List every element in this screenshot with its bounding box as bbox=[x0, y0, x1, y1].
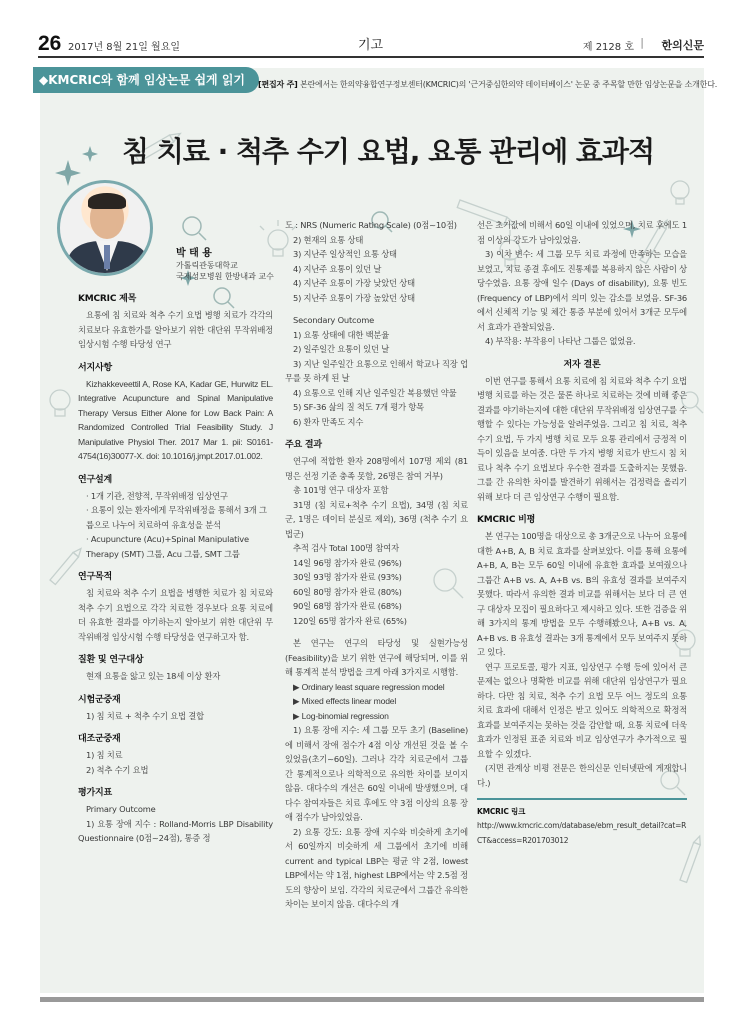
section-heading: 연구목적 bbox=[78, 572, 112, 582]
column-1 bbox=[78, 292, 273, 846]
kmcric-link-box bbox=[477, 798, 687, 847]
paragraph: 선은 초기값에 비해서 60일 이내에 있었으며, 치료 후에도 1점 이상의 강도가 남아있었음. bbox=[477, 220, 687, 245]
page-header bbox=[38, 30, 704, 58]
list-item: 14일 96명 참가자 완료 (96%) bbox=[293, 557, 402, 568]
section-heading: 연구설계 bbox=[78, 474, 112, 485]
paragraph: 4) 부작용: 부작용이 나타난 그룹은 없었음. bbox=[485, 336, 636, 346]
list-item: ▶ Mixed effects linear model bbox=[293, 696, 397, 706]
section-heading: KMCRIC 제목 bbox=[78, 294, 137, 304]
kmcric-link[interactable]: http://www.kmcric.com/database/ebm_result_detail?cat=RCT&access=R201703012 bbox=[477, 821, 687, 845]
section-heading: KMCRIC 비평 bbox=[477, 515, 536, 525]
list-item: 2) 일주일간 요통이 있던 날 bbox=[293, 344, 390, 354]
subheading: 추적 검사 Total 100명 참여자 bbox=[293, 543, 399, 553]
paragraph: 2) 요통 강도: 요통 장애 지수와 비슷하게 초기에서 60일까지 비슷하게 세 그룹에서 초기에 비해 current and typical LBP는 평균 약 2점, lowest LBP에서는 약 1점, highest LBP에서는 약 2.5점 정도의 향상이 보임. 각각의 치료군에서 그룹간 유의한 차이는 보이지 않음. 대다수의 개 bbox=[285, 826, 468, 909]
newspaper-name: 한의신문 bbox=[661, 39, 704, 52]
paragraph: 본 연구는 연구의 타당성 및 실현가능성 (Feasibility)을 보기 위한 연구에 해당되며, 이를 위해 통계적 분석 방법을 크게 아래 3가지로 시행함. bbox=[285, 638, 468, 677]
list-item: 2) 현재의 요통 상태 bbox=[293, 234, 364, 245]
list-item: 1) 침 치료 + 척추 수기 요법 결합 bbox=[86, 710, 204, 721]
footer-rule bbox=[40, 997, 704, 1002]
citation: Kizhakkeveettil A, Rose KA, Kadar GE, Hurwitz EL. Integrative Acupuncture and Spinal Manipulative Therapy Versus Either Alone for Low Back Pain: A Randomized Controlled Trial Feasibility Study. J Manipulative Physiol Ther. 2017 Mar 1. pii: S0161-4754(16)30077-X. doi: 10.1016/j.jmpt.2017.01.002. bbox=[78, 378, 273, 461]
section-heading: 시험군중재 bbox=[78, 694, 121, 705]
issue-date: 2017년 8월 21일 월요일 bbox=[68, 42, 181, 53]
list-item: 도 : NRS (Numeric Rating Scale) (0점~10점) bbox=[285, 220, 457, 230]
list-item: · 요통이 있는 환자에게 무작위배정을 통해서 3개 그룹으로 나누어 치료하여 유효성을 분석 bbox=[86, 505, 267, 530]
list-item: 3) 지난 일주일간 요통으로 인해서 학교나 직장 업무를 못 하게 된 날 bbox=[285, 358, 468, 383]
paragraph: 1) 요통 장애 지수: 세 그룹 모두 초기 (Baseline)에 비해서 장애 점수가 4점 이상 개선된 것을 볼 수 있었음(초기~60일). 그러나 각각 치료군에서 그룹간 통계적으로나 의학적으로 유의한 차이를 보이지 않음. 대다수의 개선은 60일 이내에 발생했으며, 대다수 참여자들은 치료 후에도 약 3점 이상의 요통 장애 점수가 남아있었음. bbox=[285, 725, 468, 822]
list-item: 90일 68명 참가자 완료 (68%) bbox=[293, 601, 402, 611]
paragraph: 요통에 침 치료와 척추 수기 요법 병행 치료가 각각의 치료보다 유효한가를 알아보기 위한 대단위 무작위배정 임상시험 수행 타당성 연구 bbox=[78, 310, 273, 349]
list-item: 5) SF-36 삶의 질 척도 7개 평가 항목 bbox=[293, 402, 424, 412]
lightbulb-icon bbox=[671, 181, 689, 204]
list-item: 4) 지난주 요통이 있던 날 bbox=[293, 263, 382, 274]
article-title: 침 치료 · 척추 수기 요법, 요통 관리에 효과적 bbox=[121, 135, 655, 168]
paragraph: 침 치료와 척추 수기 요법을 병행한 치료가 침 치료와 척추 수기 요법으로 각각 치료한 경우보다 요통 치료에 더 유효한 결과를 야기하는지 알아보기 위한 대단위 무작위배정 임상시험 수행 타당성을 연구하고자 함. bbox=[78, 588, 273, 642]
author-position: 국제성모병원 한방내과 교수 bbox=[176, 272, 274, 281]
list-item: 4) 요통으로 인해 지난 일주일간 복용했던 약물 bbox=[293, 387, 457, 398]
column-2 bbox=[285, 218, 468, 912]
sparkle-icon bbox=[55, 160, 81, 186]
page-number: 26 bbox=[38, 32, 62, 55]
lightbulb-icon bbox=[50, 390, 70, 416]
list-item: 5) 지난주 요통이 가장 높았던 상태 bbox=[293, 292, 415, 303]
section-title: 기고 bbox=[358, 38, 384, 53]
subheading: Primary Outcome bbox=[86, 804, 156, 814]
column-3 bbox=[477, 218, 687, 847]
editor-note bbox=[258, 79, 717, 90]
author-name: 박 태 용 bbox=[176, 248, 212, 259]
list-item: · 1개 기관, 전향적, 무작위배정 임상연구 bbox=[86, 490, 228, 501]
list-item: 1) 요통 상태에 대한 백분율 bbox=[293, 329, 390, 340]
paragraph: 이번 연구를 통해서 요통 치료에 침 치료와 척추 수기 요법 병행 치료를 하는 것은 물론 하나로 치료하는 것에 비해 좋은 결과를 야기하는지에 대한 대단위 무작위배정 임상연구를 수행할 수 있다는 가능성을 알려주었음. 그리고 침 치료, 척추 수기 요법, 두 가지 병행 치료 모두 요통 관리에서 긍정적 이득이 있음을 보여줌. 다만 두 가지 병행 치료가 반드시 침 치료나 척추 수기 요법보다 우수한 결과를 도출하지는 못했음. 그를 간 유의한 차이를 발견하기 위해서는 검정력을 올리기 위해 보다 더 큰 임상연구 수행이 필요함. bbox=[477, 375, 687, 502]
section-heading: 저자 결론 bbox=[563, 359, 601, 370]
paragraph: 31명 (침 치료+척추 수기 요법), 34명 (침 치료군, 1명은 데이터 분실로 제외), 36명 (척추 수기 요법군) bbox=[285, 499, 468, 539]
list-item: 60일 80명 참가자 완료 (80%) bbox=[293, 586, 402, 597]
section-heading: 평가지표 bbox=[78, 788, 112, 798]
header-divider: | bbox=[640, 36, 644, 49]
list-item: 1) 침 치료 bbox=[86, 750, 123, 760]
issue-number: 제 2128 호 bbox=[582, 42, 634, 53]
paragraph: 연구에 적합한 환자 208명에서 107명 제외 (81명은 선정 기준 충족 못함, 26명은 참여 거부) bbox=[285, 456, 468, 481]
section-heading: 대조군중재 bbox=[78, 734, 121, 744]
magnifier-icon bbox=[183, 217, 206, 240]
link-label: KMCRIC 링크 bbox=[477, 807, 526, 816]
list-item: 4) 지난주 요통이 가장 낮았던 상태 bbox=[293, 278, 415, 288]
list-item: 120일 65명 참가자 완료 (65%) bbox=[293, 615, 407, 626]
list-item: 2) 척추 수기 요법 bbox=[86, 764, 149, 775]
section-heading: 서지사항 bbox=[78, 362, 112, 373]
list-item: 30일 93명 참가자 완료 (93%) bbox=[293, 572, 402, 582]
section-heading: 질환 및 연구대상 bbox=[78, 655, 144, 665]
list-item: 3) 지난주 일상적인 요통 상태 bbox=[293, 249, 397, 259]
paragraph: 총 101명 연구 대상자 포함 bbox=[293, 485, 389, 495]
paragraph: 현재 요통을 앓고 있는 18세 이상 환자 bbox=[86, 671, 221, 681]
paragraph: 1) 요통 장애 지수 : Rolland-Morris LBP Disability Questionnaire (0점~24점), 통증 정 bbox=[78, 818, 273, 843]
editor-note-tag: [편집자 주] bbox=[258, 80, 298, 89]
author-affiliation: 가톨릭관동대학교 bbox=[176, 261, 238, 270]
paragraph: 본 연구는 100명을 대상으로 총 3개군으로 나누어 요통에 대한 A+B, A, B 치료 효과를 살펴보았다. 이를 통해 요통에 A+B, A, B는 모두 60일 이내에 유효한 효과를 보여줬으나 그룹간 A+B vs. A, A+B vs. B의 유효성 결과를 보여주지 못했다. 따라서 유의한 결과 비교를 위해서는 보다 더 큰 연구 대상자 모집이 필요하다고 제시하고 있다. 또한 검증을 위해 3가지의 통계 방법을 모두 수행해봤으나, A+B vs. A, A+B vs. B 유효성 결과는 3개 통계에서 모두 보여주지 못하고 있다. bbox=[477, 531, 687, 657]
section-heading: 주요 결과 bbox=[285, 440, 322, 450]
subheading: Secondary Outcome bbox=[293, 315, 375, 325]
list-item: ▶ Log-binomial regression bbox=[293, 710, 389, 721]
paragraph: 3) 이차 변수: 세 그룹 모두 치료 과정에 만족하는 모습을 보였고, 치료 종결 후에도 진통제를 복용하지 않은 사람이 상당수였음. 요통 장애 일수 (Days of disability), 요통 빈도 (Frequency of LBP)에서 의미 있는 감소를 보였음. SF-36에서 신체적 기능 및 체간 통증 부분에 있어서 3개군 모두에서 효과가 관찰되었음. bbox=[477, 249, 687, 332]
list-item: 6) 환자 만족도 지수 bbox=[293, 416, 364, 427]
paragraph: 연구 프로토콜, 평가 지표, 임상연구 수행 등에 있어서 큰 문제는 없으나 명확한 비교를 위해 대단위 임상연구가 필요하다. 다만 침 치료, 척추 수기 요법 모두 어느 정도의 요통 치료 효과에 대해서 인정은 받고 있어도 의학적으로 확정적 효과를 보여주지는 못하는 것을 감안할 때, 요통 치료에 더욱 효과가 인정된 표준 치료와 비교 임상연구가 추가적으로 필요할 수 있겠다. bbox=[477, 661, 687, 759]
list-item: ▶ Ordinary least square regression model bbox=[293, 681, 445, 692]
list-item: · Acupuncture (Acu)+Spinal Manipulative Therapy (SMT) 그룹, Acu 그룹, SMT 그룹 bbox=[86, 534, 249, 559]
author-photo bbox=[57, 180, 153, 276]
series-banner: ◆KMCRIC와 함께 임상논문 쉽게 읽기 bbox=[33, 67, 259, 93]
editor-note-text: 본란에서는 한의약융합연구정보센터(KMCRIC)의 '근거중심한의약 데이터베이스' 논문 중 주목할 만한 임상논문을 소개한다. bbox=[297, 80, 718, 89]
paragraph: (지면 관계상 비평 전문은 한의신문 인터넷판에 게재합니다.) bbox=[477, 763, 687, 788]
